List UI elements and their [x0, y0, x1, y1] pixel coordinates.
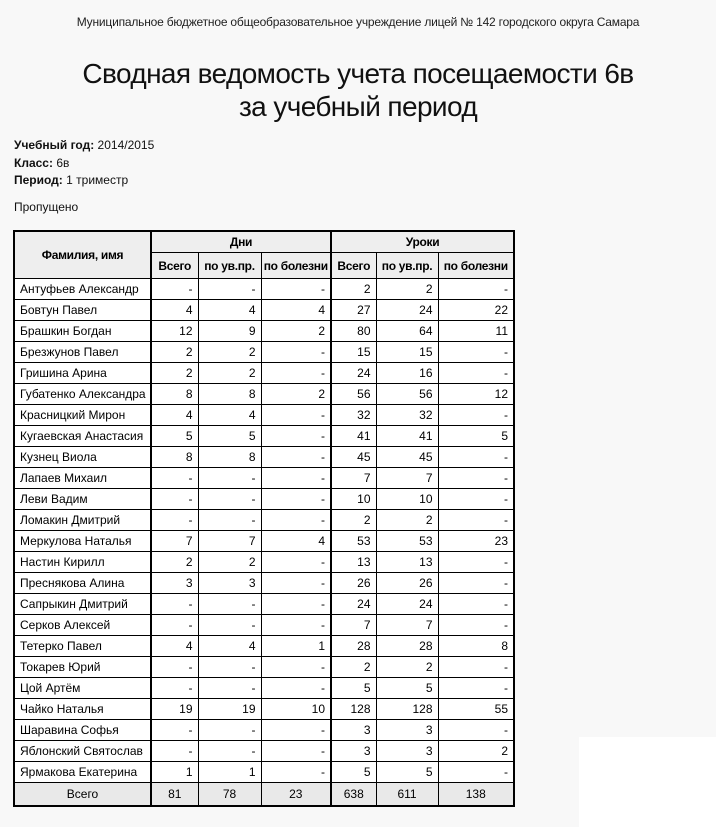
table-row	[14, 447, 514, 468]
totals-label: Всего	[14, 783, 151, 806]
table-row	[14, 468, 514, 489]
value-cell: 19	[198, 699, 261, 720]
meta-class-label: Класс:	[14, 155, 53, 170]
value-cell: 22	[438, 300, 514, 321]
value-cell: -	[438, 405, 514, 426]
value-cell: -	[261, 279, 331, 300]
meta-school-year-label: Учебный год:	[14, 138, 95, 152]
table-row	[14, 489, 514, 510]
value-cell: -	[438, 720, 514, 741]
value-cell: 27	[331, 300, 376, 321]
value-cell: 4	[261, 300, 331, 321]
table-row	[14, 762, 514, 783]
totals-lessons-illness: 138	[438, 783, 514, 806]
value-cell: 2	[376, 279, 438, 300]
value-cell: 1	[261, 636, 331, 657]
student-name-cell: Красницкий Мирон	[14, 405, 151, 426]
table-row	[14, 636, 514, 657]
value-cell: 45	[376, 447, 438, 468]
value-cell: 2	[376, 657, 438, 678]
value-cell: -	[198, 279, 261, 300]
table-row	[14, 678, 514, 699]
value-cell: -	[198, 741, 261, 762]
table-row	[14, 384, 514, 405]
value-cell: -	[198, 615, 261, 636]
value-cell: 3	[151, 573, 198, 594]
table-row	[14, 573, 514, 594]
value-cell: -	[261, 405, 331, 426]
student-name-cell: Чайко Наталья	[14, 699, 151, 720]
student-name-cell: Настин Кирилл	[14, 552, 151, 573]
value-cell: -	[151, 489, 198, 510]
value-cell: 28	[376, 636, 438, 657]
student-name-cell: Тетерко Павел	[14, 636, 151, 657]
value-cell: 3	[376, 741, 438, 762]
value-cell: 19	[151, 699, 198, 720]
value-cell: 8	[151, 384, 198, 405]
value-cell: -	[261, 678, 331, 699]
value-cell: 10	[376, 489, 438, 510]
value-cell: -	[261, 720, 331, 741]
section-label-missed: Пропущено	[14, 199, 79, 214]
value-cell: 10	[331, 489, 376, 510]
value-cell: 2	[261, 321, 331, 342]
value-cell: 16	[376, 363, 438, 384]
value-cell: -	[438, 762, 514, 783]
table-row	[14, 657, 514, 678]
value-cell: 4	[151, 300, 198, 321]
page-title-line1: Сводная ведомость учета посещаемости 6в	[82, 58, 634, 89]
value-cell: 4	[261, 531, 331, 552]
attendance-table-body	[14, 279, 514, 783]
value-cell: 2	[438, 741, 514, 762]
value-cell: 55	[438, 699, 514, 720]
value-cell: 7	[198, 531, 261, 552]
value-cell: 4	[198, 405, 261, 426]
value-cell: -	[261, 762, 331, 783]
value-cell: 7	[331, 615, 376, 636]
header-lessons-total: Всего	[331, 253, 376, 279]
value-cell: 10	[261, 699, 331, 720]
value-cell: -	[438, 468, 514, 489]
attendance-table-footer	[14, 783, 514, 806]
value-cell: -	[438, 279, 514, 300]
value-cell: 56	[331, 384, 376, 405]
value-cell: -	[198, 468, 261, 489]
totals-row	[14, 783, 514, 806]
value-cell: 2	[261, 384, 331, 405]
header-group-row	[14, 231, 514, 253]
value-cell: 2	[198, 342, 261, 363]
value-cell: -	[151, 510, 198, 531]
student-name-cell: Бовтун Павел	[14, 300, 151, 321]
value-cell: -	[261, 468, 331, 489]
value-cell: 12	[438, 384, 514, 405]
totals-days-total: 81	[151, 783, 198, 806]
value-cell: -	[261, 447, 331, 468]
value-cell: 8	[151, 447, 198, 468]
value-cell: 26	[376, 573, 438, 594]
value-cell: -	[261, 594, 331, 615]
meta-school-year-value: 2014/2015	[97, 138, 155, 152]
value-cell: 2	[331, 510, 376, 531]
value-cell: -	[438, 489, 514, 510]
value-cell: 8	[438, 636, 514, 657]
value-cell: -	[151, 468, 198, 489]
value-cell: 53	[331, 531, 376, 552]
value-cell: 5	[198, 426, 261, 447]
value-cell: 128	[331, 699, 376, 720]
table-row	[14, 615, 514, 636]
meta-period-label: Период:	[14, 173, 63, 187]
header-days-excused: по ув.пр.	[198, 253, 261, 279]
value-cell: 5	[331, 678, 376, 699]
value-cell: 24	[331, 594, 376, 615]
value-cell: -	[151, 657, 198, 678]
value-cell: -	[198, 678, 261, 699]
header-days-total: Всего	[151, 253, 198, 279]
meta-class-value: 6в	[56, 155, 70, 170]
student-name-cell: Токарев Юрий	[14, 657, 151, 678]
value-cell: 5	[438, 426, 514, 447]
value-cell: 5	[376, 762, 438, 783]
header-name-column: Фамилия, имя	[14, 231, 151, 279]
table-row	[14, 405, 514, 426]
student-name-cell: Меркулова Наталья	[14, 531, 151, 552]
white-overlay	[579, 737, 716, 827]
value-cell: 15	[376, 342, 438, 363]
value-cell: -	[151, 741, 198, 762]
value-cell: -	[438, 510, 514, 531]
student-name-cell: Кугаевская Анастасия	[14, 426, 151, 447]
value-cell: 53	[376, 531, 438, 552]
student-name-cell: Брашкин Богдан	[14, 321, 151, 342]
table-row	[14, 363, 514, 384]
value-cell: -	[198, 489, 261, 510]
table-row	[14, 321, 514, 342]
value-cell: 2	[151, 363, 198, 384]
student-name-cell: Кузнец Виола	[14, 447, 151, 468]
page-title	[20, 57, 696, 123]
meta-period	[14, 172, 716, 190]
attendance-table	[13, 230, 515, 807]
student-name-cell: Цой Артём	[14, 678, 151, 699]
value-cell: -	[151, 279, 198, 300]
value-cell: -	[438, 678, 514, 699]
attendance-table-header	[14, 231, 514, 279]
header-days-illness: по болезни	[261, 253, 331, 279]
table-row	[14, 531, 514, 552]
header-lessons-illness: по болезни	[438, 253, 514, 279]
value-cell: 2	[331, 657, 376, 678]
value-cell: 4	[198, 300, 261, 321]
totals-lessons-total: 638	[331, 783, 376, 806]
value-cell: -	[151, 678, 198, 699]
value-cell: -	[261, 615, 331, 636]
value-cell: -	[438, 447, 514, 468]
value-cell: -	[198, 657, 261, 678]
institution-name: Муниципальное бюджетное общеобразовательное учреждение лицей № 142 городского округа Самара	[76, 15, 640, 29]
student-name-cell: Шаравина Софья	[14, 720, 151, 741]
value-cell: -	[261, 552, 331, 573]
value-cell: -	[151, 720, 198, 741]
value-cell: 11	[438, 321, 514, 342]
value-cell: 64	[376, 321, 438, 342]
table-row	[14, 279, 514, 300]
table-row	[14, 699, 514, 720]
value-cell: 45	[331, 447, 376, 468]
value-cell: 3	[331, 720, 376, 741]
page-title-line2: за учебный период	[238, 91, 478, 122]
totals-lessons-excused: 611	[376, 783, 438, 806]
value-cell: 7	[376, 615, 438, 636]
value-cell: -	[261, 573, 331, 594]
value-cell: -	[261, 342, 331, 363]
value-cell: -	[438, 657, 514, 678]
table-row	[14, 720, 514, 741]
value-cell: 2	[331, 279, 376, 300]
student-name-cell: Ярмакова Екатерина	[14, 762, 151, 783]
student-name-cell: Антуфьев Александр	[14, 279, 151, 300]
value-cell: -	[438, 615, 514, 636]
value-cell: -	[438, 573, 514, 594]
value-cell: 24	[376, 300, 438, 321]
student-name-cell: Леви Вадим	[14, 489, 151, 510]
student-name-cell: Губатенко Александра	[14, 384, 151, 405]
value-cell: 23	[438, 531, 514, 552]
value-cell: -	[261, 741, 331, 762]
student-name-cell: Преснякова Алина	[14, 573, 151, 594]
value-cell: 2	[376, 510, 438, 531]
value-cell: -	[261, 657, 331, 678]
value-cell: 13	[331, 552, 376, 573]
meta-period-value: 1 триместр	[66, 173, 129, 187]
value-cell: 5	[331, 762, 376, 783]
value-cell: -	[261, 489, 331, 510]
value-cell: 2	[198, 552, 261, 573]
value-cell: 7	[151, 531, 198, 552]
value-cell: -	[438, 342, 514, 363]
value-cell: 24	[376, 594, 438, 615]
value-cell: -	[151, 615, 198, 636]
value-cell: -	[261, 510, 331, 531]
table-row	[14, 342, 514, 363]
table-row	[14, 552, 514, 573]
value-cell: 4	[151, 405, 198, 426]
table-row	[14, 300, 514, 321]
value-cell: -	[151, 594, 198, 615]
totals-days-excused: 78	[198, 783, 261, 806]
value-cell: 80	[331, 321, 376, 342]
value-cell: 8	[198, 447, 261, 468]
table-row	[14, 594, 514, 615]
header-lessons-excused: по ув.пр.	[376, 253, 438, 279]
value-cell: 56	[376, 384, 438, 405]
value-cell: 41	[331, 426, 376, 447]
student-name-cell: Лапаев Михаил	[14, 468, 151, 489]
value-cell: -	[438, 363, 514, 384]
value-cell: 3	[331, 741, 376, 762]
totals-days-illness: 23	[261, 783, 331, 806]
value-cell: -	[261, 426, 331, 447]
value-cell: 3	[198, 573, 261, 594]
value-cell: -	[261, 363, 331, 384]
value-cell: 2	[151, 342, 198, 363]
value-cell: 7	[331, 468, 376, 489]
student-name-cell: Гришина Арина	[14, 363, 151, 384]
table-row	[14, 426, 514, 447]
value-cell: -	[198, 720, 261, 741]
value-cell: 41	[376, 426, 438, 447]
value-cell: 128	[376, 699, 438, 720]
student-name-cell: Серков Алексей	[14, 615, 151, 636]
value-cell: 4	[198, 636, 261, 657]
value-cell: 12	[151, 321, 198, 342]
meta-school-year	[14, 137, 716, 155]
table-row	[14, 510, 514, 531]
value-cell: 24	[331, 363, 376, 384]
student-name-cell: Яблонский Святослав	[14, 741, 151, 762]
value-cell: 5	[151, 426, 198, 447]
report-meta	[14, 137, 716, 190]
header-group-lessons: Уроки	[331, 231, 514, 253]
value-cell: -	[438, 594, 514, 615]
student-name-cell: Сапрыкин Дмитрий	[14, 594, 151, 615]
value-cell: 3	[376, 720, 438, 741]
value-cell: -	[438, 552, 514, 573]
value-cell: 2	[151, 552, 198, 573]
value-cell: 15	[331, 342, 376, 363]
value-cell: 32	[376, 405, 438, 426]
value-cell: 9	[198, 321, 261, 342]
value-cell: 32	[331, 405, 376, 426]
value-cell: 28	[331, 636, 376, 657]
value-cell: -	[198, 510, 261, 531]
value-cell: 1	[151, 762, 198, 783]
value-cell: 5	[376, 678, 438, 699]
header-group-days: Дни	[151, 231, 331, 253]
value-cell: 8	[198, 384, 261, 405]
value-cell: 7	[376, 468, 438, 489]
value-cell: 4	[151, 636, 198, 657]
value-cell: 26	[331, 573, 376, 594]
value-cell: -	[198, 594, 261, 615]
value-cell: 2	[198, 363, 261, 384]
value-cell: 13	[376, 552, 438, 573]
student-name-cell: Ломакин Дмитрий	[14, 510, 151, 531]
meta-class	[14, 155, 716, 173]
table-row	[14, 741, 514, 762]
value-cell: 1	[198, 762, 261, 783]
student-name-cell: Брезжунов Павел	[14, 342, 151, 363]
